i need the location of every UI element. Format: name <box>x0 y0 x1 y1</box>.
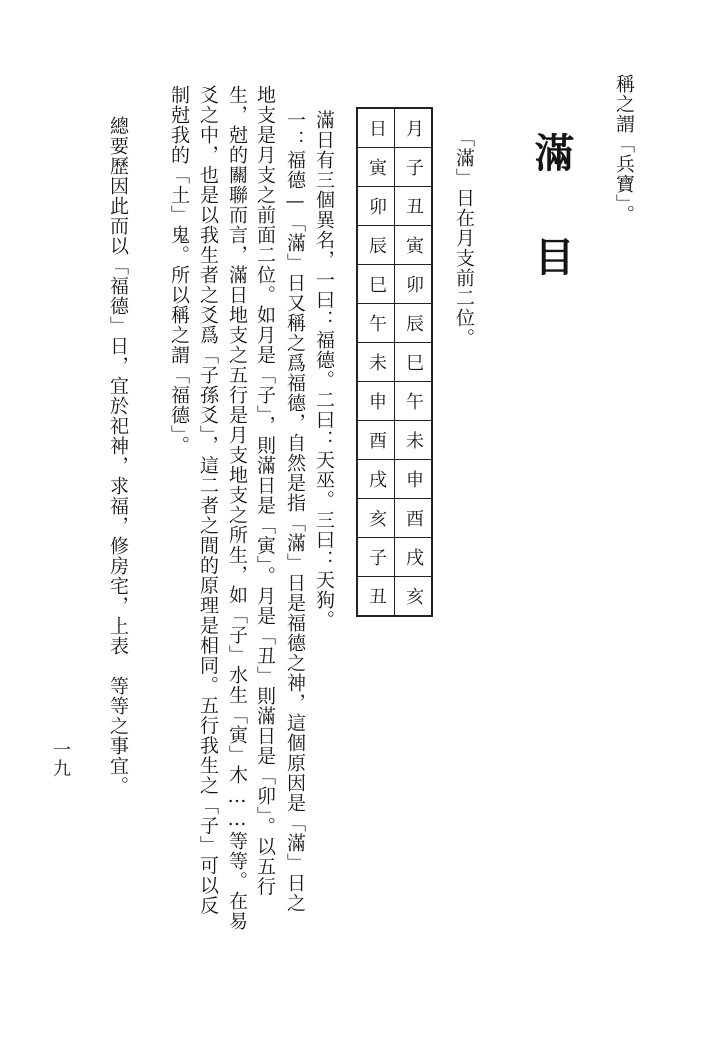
table-row-month <box>395 108 433 616</box>
table-cell: 亥 <box>395 577 433 617</box>
table-cell: 申 <box>357 382 395 421</box>
table-cell: 日 <box>357 108 395 148</box>
table-row-day <box>357 108 395 616</box>
table-cell: 辰 <box>357 226 395 265</box>
title-char-1: 滿 <box>528 132 574 172</box>
table-cell: 子 <box>357 538 395 577</box>
month-day-table <box>356 107 433 617</box>
table-cell: 未 <box>395 421 433 460</box>
table-cell: 子 <box>395 148 433 187</box>
table-cell: 戌 <box>357 460 395 499</box>
table-cell: 寅 <box>357 148 395 187</box>
body-paragraph: 生，尅的關聯而言，滿日地支之五行是月支地支之所生，如「子」水生「寅」木……等等。在易 <box>226 85 248 931</box>
table-cell: 巳 <box>395 343 433 382</box>
title-char-2: 目 <box>528 236 574 276</box>
table-cell: 酉 <box>357 421 395 460</box>
table-cell: 酉 <box>395 499 433 538</box>
table-cell: 戌 <box>395 538 433 577</box>
body-paragraph: 制尅我的「土」鬼。所以稱之謂「福德」。 <box>168 85 190 456</box>
body-paragraph: 總要歷因此而以「福德」日，宜於祀神，求福，修房宅，上表 等等之事宜。 <box>107 116 129 796</box>
table-cell: 亥 <box>357 499 395 538</box>
body-paragraph: 爻之中，也是以我生者之爻爲「子孫爻」，這二者之間的原理是相同。五行我生之「子」可以反 <box>197 85 219 916</box>
body-paragraph: 一：福德—「滿」日又稱之爲福德，自然是指「滿」日是福德之神，這個原因是「滿」日之 <box>284 110 306 913</box>
table-cell: 巳 <box>357 265 395 304</box>
table-cell: 申 <box>395 460 433 499</box>
previous-text-line: 稱之謂「兵寶」。 <box>613 74 635 225</box>
table-cell: 丑 <box>395 187 433 226</box>
subtitle: 「滿」日在月支前二位。 <box>453 128 475 348</box>
body-paragraph: 地支是月支之前面二位。如月是「子」，則滿日是「寅」。月是「丑」則滿日是「卯」。以五行 <box>254 85 276 897</box>
table-cell: 丑 <box>357 577 395 617</box>
table-cell: 卯 <box>357 187 395 226</box>
table-cell: 午 <box>395 382 433 421</box>
page-title <box>528 132 574 276</box>
table-cell: 未 <box>357 343 395 382</box>
table-cell: 月 <box>395 108 433 148</box>
table-cell: 寅 <box>395 226 433 265</box>
page-number: 一九 <box>50 740 71 778</box>
body-paragraph: 滿日有三個異名，一曰：福德。二曰：天巫。三曰：天狗。 <box>313 110 335 630</box>
table-cell: 午 <box>357 304 395 343</box>
table-cell: 卯 <box>395 265 433 304</box>
table-cell: 辰 <box>395 304 433 343</box>
